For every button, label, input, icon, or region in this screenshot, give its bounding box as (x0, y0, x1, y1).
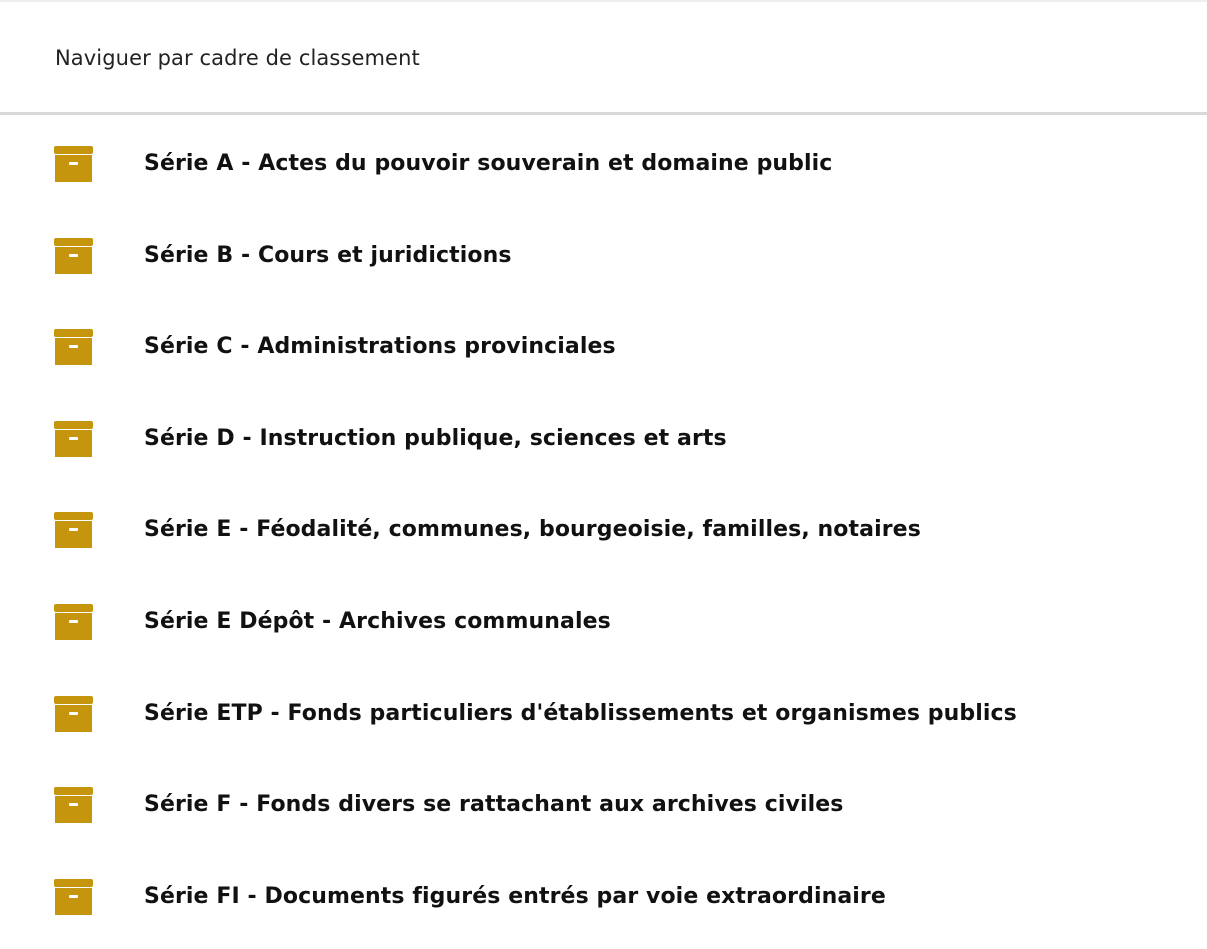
series-item-label[interactable]: Série FI - Documents figurés entrés par voie extraordinaire (144, 883, 886, 909)
series-item-etp[interactable] (0, 668, 1207, 760)
series-item-label[interactable]: Série C - Administrations provinciales (144, 334, 616, 360)
series-item-label[interactable]: Série F - Fonds divers se rattachant aux archives civiles (144, 792, 844, 818)
series-item-c[interactable] (0, 301, 1207, 393)
series-item-d[interactable] (0, 393, 1207, 485)
series-item-label[interactable]: Série ETP - Fonds particuliers d'établissements et organismes publics (144, 700, 1017, 726)
archive-box-icon (54, 421, 93, 458)
series-item-label[interactable]: Série E Dépôt - Archives communales (144, 608, 611, 634)
series-item-e[interactable] (0, 484, 1207, 576)
archive-box-icon (54, 604, 93, 641)
archive-box-icon (54, 787, 93, 824)
series-item-e-depot[interactable] (0, 576, 1207, 668)
archive-box-icon (54, 146, 93, 183)
archive-box-icon (54, 879, 93, 916)
page-header (0, 2, 1207, 115)
series-list (0, 118, 1207, 942)
series-item-label[interactable]: Série D - Instruction publique, sciences et arts (144, 425, 727, 451)
archive-box-icon (54, 696, 93, 733)
series-item-label[interactable]: Série A - Actes du pouvoir souverain et domaine public (144, 151, 833, 176)
series-item-fi[interactable] (0, 851, 1207, 943)
series-item-label[interactable]: Série B - Cours et juridictions (144, 242, 512, 268)
archive-box-icon (54, 238, 93, 275)
page-title: Naviguer par cadre de classement (55, 46, 420, 70)
series-item-label[interactable]: Série E - Féodalité, communes, bourgeoisie, familles, notaires (144, 517, 921, 543)
series-item-b[interactable] (0, 210, 1207, 302)
archive-box-icon (54, 329, 93, 366)
series-item-f[interactable] (0, 759, 1207, 851)
series-item-a[interactable] (0, 118, 1207, 210)
archive-box-icon (54, 512, 93, 549)
